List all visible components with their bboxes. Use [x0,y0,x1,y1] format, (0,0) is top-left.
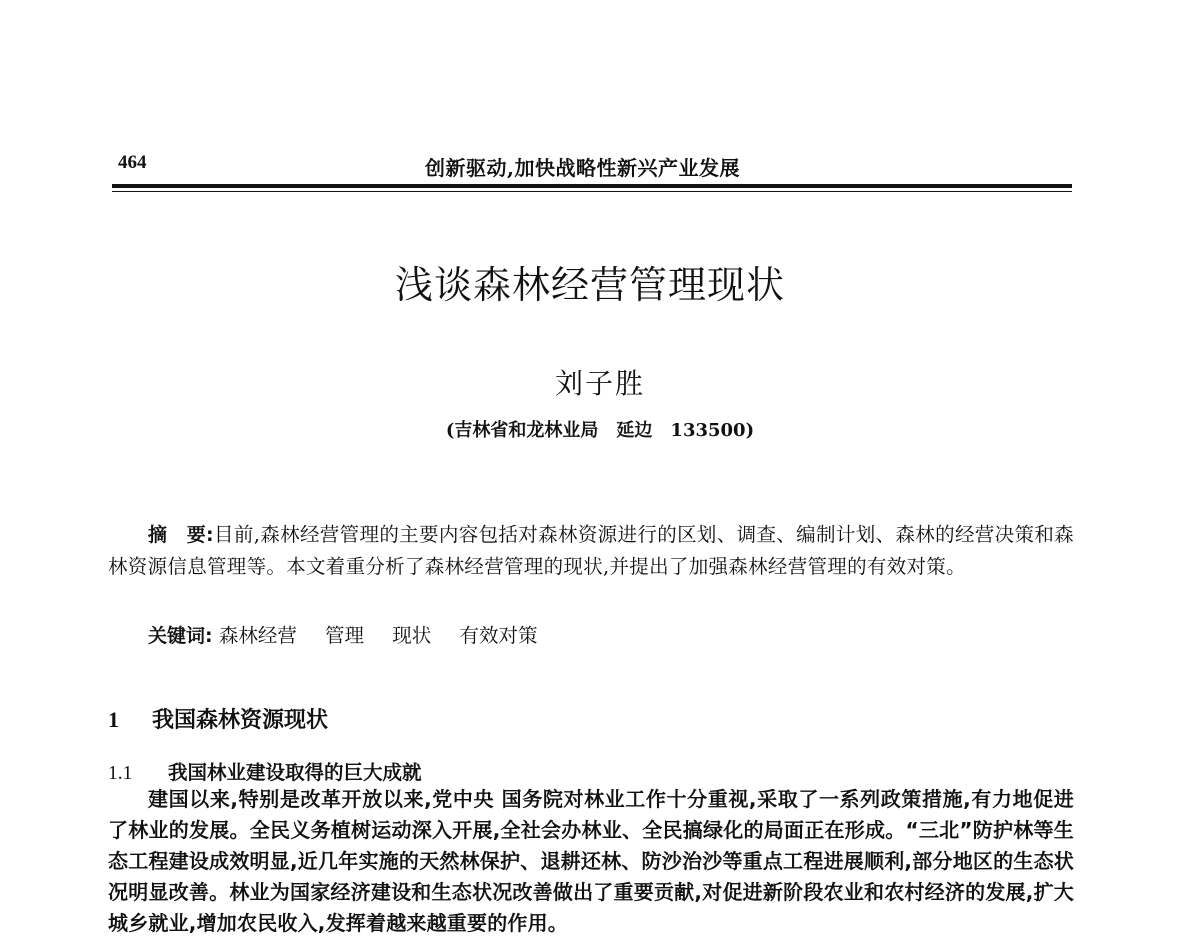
section-title-text: 我国森林资源现状 [152,708,329,733]
abstract-text: 目前,森林经营管理的主要内容包括对森林资源进行的区划、调查、编制计划、森林的经营决策和森林资源信息管理等。本文着重分析了森林经营管理的现状,并提出了加强森林经营管理的有效对策。 [108,523,1074,578]
header-rule-thin [112,191,1072,192]
author-affiliation: (吉林省和龙林业局 延边 133500) [445,420,755,441]
article-title: 浅谈森林经营管理现状 [394,263,785,307]
body-paragraph: 建国以来,特别是改革开放以来,党中央 国务院对林业工作十分重视,采取了一系列政策措施,有力地促进了林业的发展。全民义务植树运动深入开展,全社会办林业、全民搞绿化的局面正在形成。“三北”防护林等生态工程建设成效明显,近几年实施的天然林保护、退耕还林、防沙治沙等重点工程进展顺利,部分地区的生态状况明显改善。林业为国家经济建设和生态状况改善做出了重要贡献,对促进新阶段农业和农村经济的发展,扩大城乡就业,增加农民收入,发挥着越来越重要的作用。 [108,787,1074,935]
subsection-heading [108,757,422,785]
section-heading [108,703,328,734]
section-number: 1 [108,707,119,732]
subsection-title-text: 我国林业建设取得的巨大成就 [168,761,422,784]
keywords [148,620,559,648]
keyword-item: 森林经营 [218,624,297,647]
abstract [108,519,1074,583]
running-head: 创新驱动,加快战略性新兴产业发展 [425,156,740,180]
keyword-item: 管理 [325,624,365,647]
keyword-item: 有效对策 [459,624,538,647]
abstract-label: 摘 要: [148,524,214,546]
author-name: 刘子胜 [554,367,645,400]
header-rule-thick [112,184,1072,188]
keyword-item: 现状 [392,624,432,647]
page-number: 464 [118,152,147,173]
subsection-number: 1.1 [108,763,133,784]
keywords-label: 关键词: [148,625,213,647]
